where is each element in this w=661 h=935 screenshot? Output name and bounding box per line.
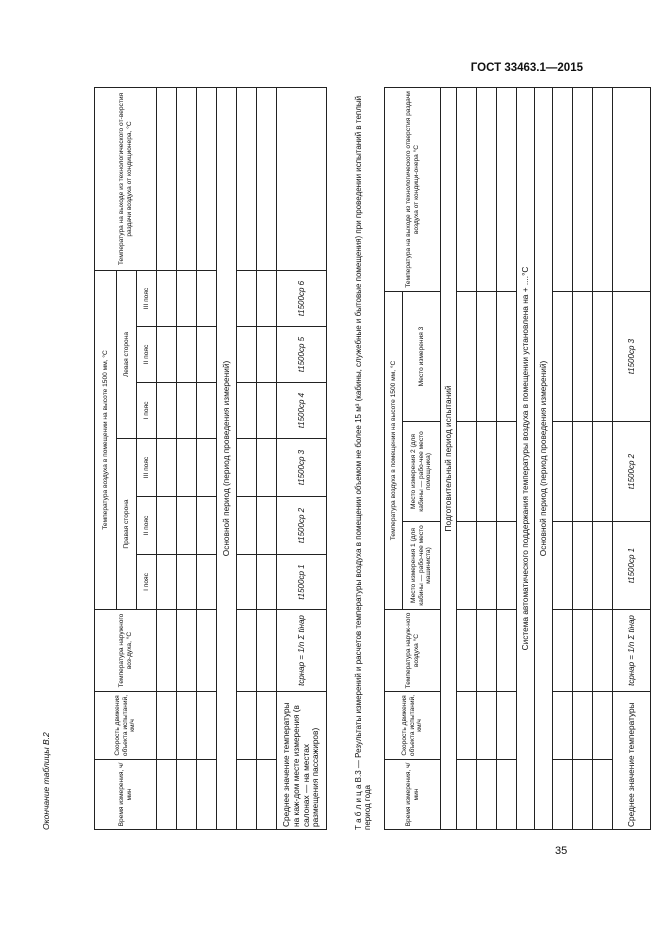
b3-place2: Место измерения 2 (для кабины — рабо-чее место помощника) — [403, 422, 441, 522]
table-b2-end — [94, 87, 327, 830]
b3-section-prep: Подготовительный период испытаний — [441, 87, 457, 829]
b2-zone: II пояс — [137, 497, 157, 555]
b2-col-time: Время измерения, ч/мин — [95, 760, 157, 830]
b3-place1: Место измерения 1 (для кабины — рабо-чее место машиниста) — [403, 522, 441, 610]
b3-col-outlet: Температура на выходе из технологического отверстия раздачи воздуха от кондици-онера °С — [385, 87, 441, 291]
table-b2-caption: Окончание таблицы В.2 — [41, 732, 51, 830]
b2-f5: t1500ср 5 — [277, 327, 327, 383]
b2-right-side: Правая сторона — [117, 439, 137, 610]
b3-f1: t1500ср 1 — [613, 522, 651, 610]
b2-zone: II пояс — [137, 327, 157, 383]
b3-section-auto: Система автоматического поддержания температуры воздуха в помещении установлена на + ....°С — [517, 87, 535, 829]
b3-place3: Место измерения 3 — [403, 291, 441, 421]
b3-col-group: Температура воздуха в помещении на высоте 1500 мм, °С — [385, 291, 403, 609]
b3-col-speed: Скорость движения объекта испытаний, км/ч — [385, 692, 441, 760]
b2-avg-formula: tсрнар = 1/n Σ tiнар — [277, 610, 327, 692]
b2-col-outside: Температура наружного воз-духа, °С — [95, 610, 157, 692]
b2-col-group: Температура воздуха в помещении на высоте 1500 мм, °С — [95, 270, 117, 609]
b2-section-main: Основной период (период проведения измерений) — [217, 87, 237, 829]
b2-zone: III пояс — [137, 439, 157, 497]
b3-avg-formula: tсрнар = 1/n Σ tiнар — [613, 610, 651, 692]
b3-section-main: Основной период (период проведения измерений) — [535, 87, 553, 829]
page-number: 35 — [555, 845, 568, 857]
b3-col-outside: Температура наруж-ного воздуха °С — [385, 610, 441, 692]
b2-col-outlet: Температура на выходе из технологического от-верстия раздачи воздуха от кондиционера, °С — [95, 87, 157, 270]
b2-zone: III пояс — [137, 270, 157, 326]
b3-f3: t1500ср 3 — [613, 291, 651, 421]
table-b3-caption: Т а б л и ц а В.3 — Результаты измерений и расчетов температуры воздуха в помещении объемом не более 15 м³ (кабины, служебные и бытовые помещения) при проведении испытаний в теплый период года — [354, 95, 373, 830]
b2-col-speed: Скорость движения объекта испытаний, км/ч — [95, 692, 157, 760]
b2-zone: I пояс — [137, 555, 157, 610]
b2-f1: t1500ср 1 — [277, 555, 327, 610]
b2-left-side: Левая сторона — [117, 270, 137, 438]
b3-avg-label: Среднее значение температуры — [613, 692, 651, 830]
b2-f4: t1500ср 4 — [277, 383, 327, 439]
b2-f6: t1500ср 6 — [277, 270, 327, 326]
landscape-content — [41, 85, 636, 830]
standard-number: ГОСТ 33463.1—2015 — [470, 62, 583, 74]
b2-f2: t1500ср 2 — [277, 497, 327, 555]
b2-zone: I пояс — [137, 383, 157, 439]
b3-col-time: Время измерения, ч/мин — [385, 760, 441, 830]
b2-avg-label: Среднее значение температуры на каж-дом месте измерения (в салонах — на местах размещения пассажиров) — [277, 692, 327, 830]
b2-f3: t1500ср 3 — [277, 439, 327, 497]
table-b3 — [384, 87, 651, 830]
b3-f2: t1500ср 2 — [613, 422, 651, 522]
